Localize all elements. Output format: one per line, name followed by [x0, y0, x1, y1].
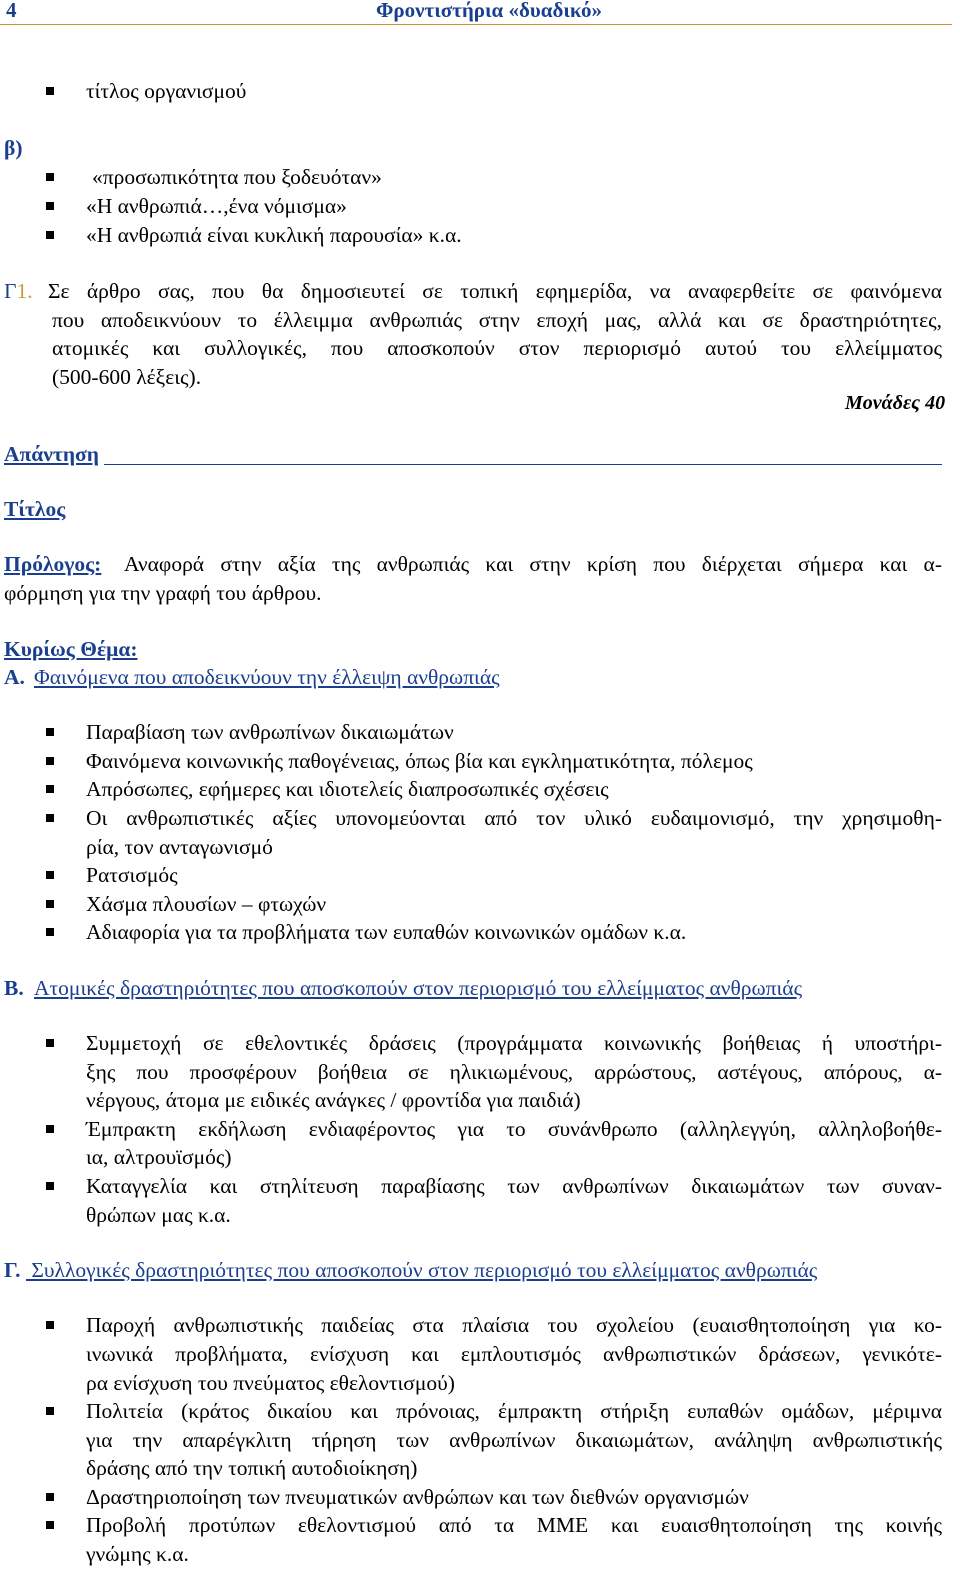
question-line: που αποδεικνύουν το έλλειμμα ανθρωπιάς στην εποχή μας, αλλά και σε δραστηριότητες, [52, 308, 942, 332]
question-line: ατομικές και συλλογικές, που αποσκοπούν στον περιορισμό αυτού του ελλείμματος [52, 336, 942, 360]
section-a-letter: Α. [4, 665, 25, 689]
section-a-item-cont: ρία, τον ανταγωνισμό [86, 835, 273, 859]
bullet-marker [46, 757, 54, 765]
bullet-marker [46, 231, 54, 239]
question-label-letter: Γ [4, 279, 17, 303]
bullet-marker [46, 900, 54, 908]
bullet-marker [46, 1321, 54, 1329]
page-header [0, 0, 952, 25]
bullet-marker [46, 785, 54, 793]
bullet-marker [46, 1407, 54, 1415]
section-b-item-cont: θρώπων μας κ.α. [86, 1203, 231, 1227]
bullet-marker [46, 87, 54, 95]
question-line: (500-600 λέξεις). [52, 365, 202, 389]
section-c-item-cont: ινωνικά προβλήματα, ενίσχυση και εμπλουτισμός ανθρωπιστικών δράσεων, γενικότε- [86, 1342, 942, 1366]
question-label [4, 277, 33, 306]
prologue-label: Πρόλογος: [4, 552, 102, 576]
section-b-title: Ατομικές δραστηριότητες που αποσκοπούν στον περιορισμό του ελλείμματος ανθρωπιάς [34, 976, 803, 1000]
question-line: Σε άρθρο σας, που θα δημοσιευτεί σε τοπική εφημερίδα, να αναφερθείτε σε φαινόμενα [48, 279, 942, 303]
section-c-letter: Γ. [4, 1258, 21, 1282]
part-b-label: β) [4, 136, 23, 160]
section-a-item: Απρόσωπες, εφήμερες και ιδιοτελείς διαπροσωπικές σχέσεις [86, 777, 609, 801]
bullet-marker [46, 1521, 54, 1529]
part-b-item: «προσωπικότητα που ξοδευόταν» [92, 165, 382, 189]
part-b-item: «Η ανθρωπιά είναι κυκλική παρουσία» κ.α. [86, 223, 462, 247]
section-c-item-cont: γνώμης κ.α. [86, 1542, 189, 1566]
section-a-item: Φαινόμενα κοινωνικής παθογένειας, όπως βία και εγκληματικότητα, πόλεμος [86, 749, 753, 773]
page-number: 4 [6, 0, 17, 22]
intro-bullet-text: τίτλος οργανισμού [86, 79, 247, 103]
bullet-marker [46, 928, 54, 936]
bullet-marker [46, 1125, 54, 1133]
bullet-marker [46, 202, 54, 210]
section-b-item: Καταγγελία και στηλίτευση παραβίασης των ανθρωπίνων δικαιωμάτων των συναν- [86, 1174, 942, 1198]
section-a-item: Παραβίαση των ανθρωπίνων δικαιωμάτων [86, 720, 454, 744]
question-points: Μονάδες 40 [845, 392, 946, 414]
answer-heading: Απάντηση [4, 442, 99, 466]
main-theme-label: Κυρίως Θέμα: [4, 637, 138, 661]
section-b-item-cont: ξης που προσφέρουν βοήθεια σε ηλικιωμένους, αρρώστους, αστέγους, απόρους, α- [86, 1060, 942, 1084]
bullet-marker [46, 814, 54, 822]
section-a-item: Χάσμα πλουσίων – φτωχών [86, 892, 327, 916]
section-c-item: Δραστηριοποίηση των πνευματικών ανθρώπων και των διεθνών οργανισμών [86, 1485, 749, 1509]
bullet-marker [46, 173, 54, 181]
section-c-item-cont: δράσης από την τοπική αυτοδιοίκηση) [86, 1456, 418, 1480]
section-b-item-cont: ια, αλτρουϊσμός) [86, 1145, 232, 1169]
bullet-marker [46, 1182, 54, 1190]
part-b-item: «Η ανθρωπιά…,ένα νόμισμα» [86, 194, 347, 218]
answer-heading-rule [104, 464, 942, 465]
prologue-line: Αναφορά στην αξία της ανθρωπιάς και στην κρίση που διέρχεται σήμερα και α- [124, 552, 942, 576]
section-c-item: Παροχή ανθρωπιστικής παιδείας στα πλαίσια του σχολείου (ευαισθητοποίηση για κο- [86, 1313, 942, 1337]
section-b-item-cont: νέργους, άτομα με ειδικές ανάγκες / φροντίδα για παιδιά) [86, 1088, 581, 1112]
section-c-item: Προβολή προτύπων εθελοντισμού από τα ΜΜΕ και ευαισθητοποίηση της κοινής [86, 1513, 942, 1537]
bullet-marker [46, 871, 54, 879]
bullet-marker [46, 1039, 54, 1047]
section-c-item: Πολιτεία (κράτος δικαίου και πρόνοιας, έμπρακτη στήριξη ευπαθών ομάδων, μέριμνα [86, 1399, 942, 1423]
section-b-item: Έμπρακτη εκδήλωση ενδιαφέροντος για το συνάνθρωπο (αλληλεγγύη, αλληλοβοήθε- [86, 1117, 942, 1141]
bullet-marker [46, 728, 54, 736]
section-a-item: Οι ανθρωπιστικές αξίες υπονομεύονται από τον υλικό ευδαιμονισμό, την χρησιμοθη- [86, 806, 942, 830]
title-label: Τίτλος [4, 497, 66, 521]
section-c-title: Συλλογικές δραστηριότητες που αποσκοπούν στον περιορισμό του ελλείμματος ανθρωπιάς [26, 1258, 818, 1282]
section-c-item-cont: για την απαρέγκλιτη τήρηση των ανθρωπίνων δικαιωμάτων, ανάληψη ανθρωπιστικής [86, 1428, 942, 1452]
prologue-line: φόρμηση για την γραφή του άρθρου. [4, 581, 322, 605]
question-label-number: 1. [16, 279, 33, 303]
section-b-letter: Β. [4, 976, 24, 1000]
section-a-title: Φαινόμενα που αποδεικνύουν την έλλειψη ανθρωπιάς [34, 665, 500, 689]
bullet-marker [46, 1493, 54, 1501]
section-c-item-cont: ρα ενίσχυση του πνεύματος εθελοντισμού) [86, 1371, 455, 1395]
section-b-item: Συμμετοχή σε εθελοντικές δράσεις (προγράμματα κοινωνικής βοήθειας ή υποστήρι- [86, 1031, 942, 1055]
section-a-item: Ρατσισμός [86, 863, 178, 887]
section-a-item: Αδιαφορία για τα προβλήματα των ευπαθών κοινωνικών ομάδων κ.α. [86, 920, 687, 944]
header-title: Φροντιστήρια «δυαδικό» [376, 0, 602, 22]
